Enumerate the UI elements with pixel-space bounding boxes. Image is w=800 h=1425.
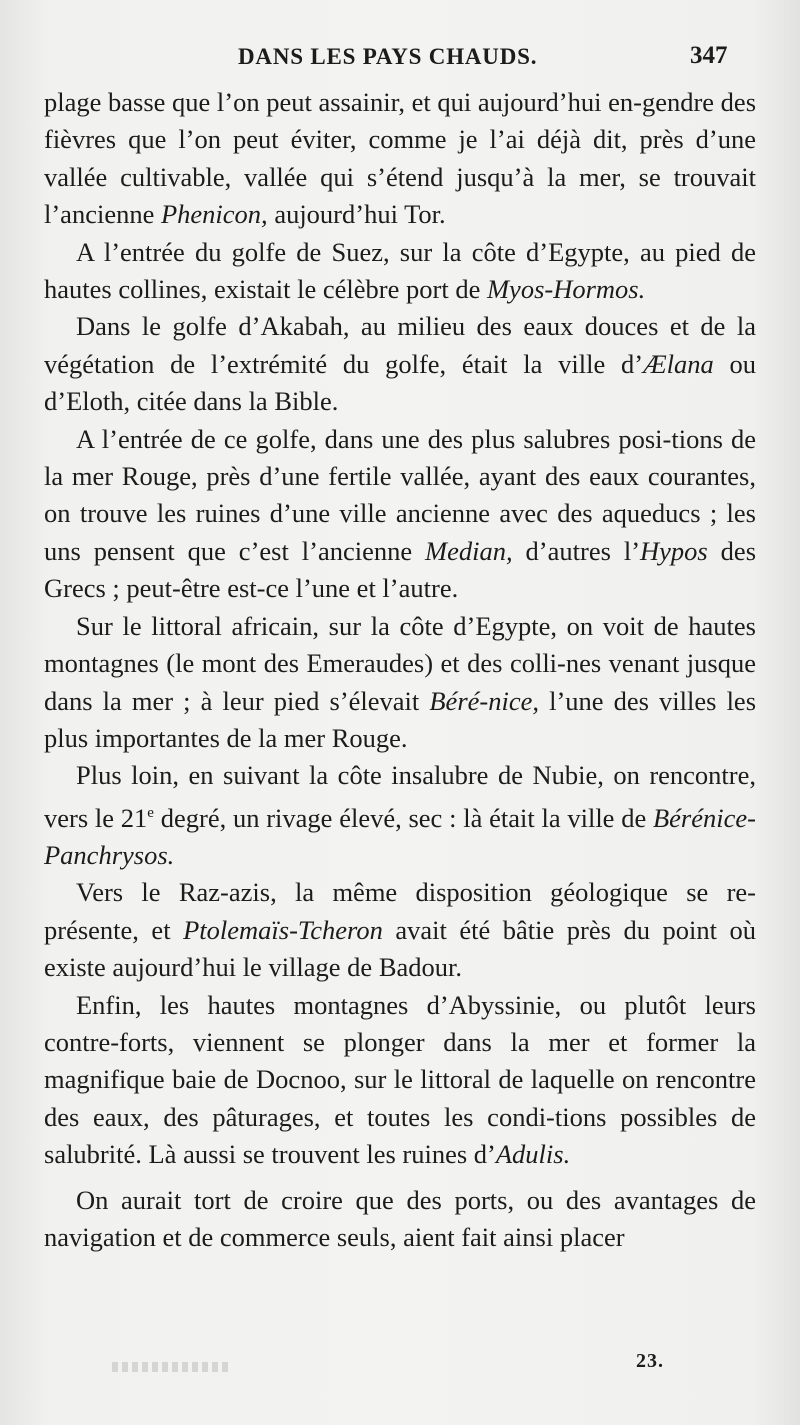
paragraph [44, 757, 756, 874]
text-run: d’autres l’ [512, 535, 641, 566]
text-run: ou d’Eloth, citée dans la Bible. [44, 348, 756, 417]
text-run: Dans le golfe d’Akabah, au milieu des eaux douces et de la végétation de l’extrémité du golfe, était la ville d’ [44, 311, 756, 379]
paragraph [44, 234, 756, 309]
paragraph [44, 1182, 756, 1257]
italic-run: Ptolemaïs-Tcheron [183, 914, 383, 945]
text-run: aujourd’hui Tor. [267, 199, 446, 230]
running-head [0, 40, 800, 74]
running-head-title: DANS LES PAYS CHAUDS. [238, 44, 538, 69]
text-run: On aurait tort de croire que des ports, ou des avantages de navigation et de commerce seuls, aient fait ainsi placer [44, 1184, 756, 1253]
body-text [44, 84, 756, 1256]
italic-run: Béré-nice, [429, 685, 539, 716]
paragraph [44, 874, 756, 986]
italic-run: Adulis. [495, 1139, 571, 1170]
text-run: Sur le littoral africain, sur la côte d’Egypte, on voit de hautes montagnes (le mont des Emeraudes) et des colli-nes venant jusque dans la mer ; à leur pied s’élevait [44, 610, 756, 716]
text-run: A l’entrée de ce golfe, dans une des plus salubres posi-tions de la mer Rouge, près d’une fertile vallée, ayant des eaux courantes, on trouve les ruines d’une ville ancienne avec des aqueducs ; les uns pensent que c’est l’ancienne [44, 423, 756, 566]
text-run: degré, un rivage élevé, sec : là était la ville de [153, 802, 653, 833]
italic-run: Median, [425, 535, 513, 566]
ink-smudge [112, 1362, 230, 1372]
text-run: des Grecs ; peut-être est-ce l’une et l’autre. [44, 535, 757, 604]
paragraph [44, 84, 756, 234]
printer-signature-mark: 23. [636, 1350, 664, 1372]
italic-run: Bérénice-Panchrysos. [44, 802, 756, 870]
paragraph [44, 608, 756, 758]
text-run: avait été bâtie près du point où existe aujourd’hui le village de Badour. [44, 914, 756, 983]
paragraph [44, 308, 756, 420]
text-run: plage basse que l’on peut assainir, et qui aujourd’hui en-gendre des fièvres que l’on peut éviter, comme je l’ai déjà dit, près d’une vallée cultivable, vallée qui s’étend jusqu’à la mer, se trouvait l’ancienne [44, 87, 757, 230]
italic-run: Hypos [640, 535, 708, 566]
text-run: Vers le Raz-azis, la même disposition géologique se re-présente, et [44, 877, 756, 945]
text-run: Enfin, les hautes montagnes d’Abyssinie, ou plutôt leurs contre-forts, viennent se plonger dans la mer et former la magnifique baie de Docnoo, sur le littoral de laquelle on rencontre des eaux, des pâturages, et toutes les condi-tions possibles de salubrité. Là aussi se trouvent les ruines d’ [44, 989, 756, 1170]
superscript-run: e [147, 804, 154, 821]
text-run: A l’entrée du golfe de Suez, sur la côte d’Egypte, au pied de hautes collines, existait le célèbre port de [44, 236, 756, 305]
paragraph [44, 987, 756, 1174]
italic-run: Phenicon, [160, 199, 268, 230]
text-run: l’une des villes les plus importantes de la mer Rouge. [44, 685, 757, 753]
italic-run: Ælana [643, 348, 714, 379]
italic-run: Myos-Hormos. [486, 274, 646, 305]
page-number: 347 [690, 42, 728, 69]
text-run: Plus loin, en suivant la côte insalubre de Nubie, on rencontre, vers le 21 [44, 760, 756, 833]
paragraph [44, 421, 756, 608]
